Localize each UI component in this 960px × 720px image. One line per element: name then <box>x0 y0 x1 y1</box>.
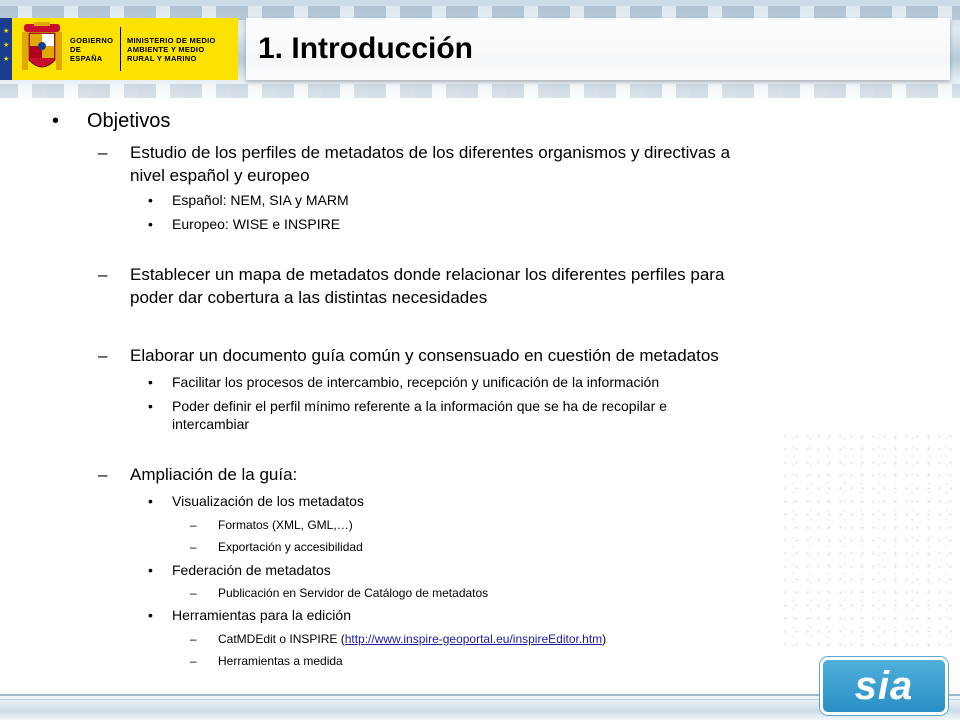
item-4-sub-3-a <box>218 632 606 646</box>
dash-icon: – <box>190 654 197 668</box>
footer-line <box>0 694 960 696</box>
item-3-sub-2-line-2: intercambiar <box>172 416 250 432</box>
item-4-sub-3: Herramientas para la edición <box>172 607 351 623</box>
item-3-sub-1: Facilitar los procesos de intercambio, recepción y unificación de la información <box>172 374 660 390</box>
dash-icon: – <box>98 143 108 162</box>
bullet-icon: • <box>148 192 153 208</box>
item-4-sub-1-b: Exportación y accesibilidad <box>218 540 363 554</box>
bullet-icon: • <box>148 398 153 414</box>
sia-logo: sia <box>820 657 948 715</box>
dash-icon: – <box>190 540 197 554</box>
item-1-sub-1: Español: NEM, SIA y MARM <box>172 192 349 208</box>
item-4-sub-3-a-prefix: CatMDEdit o INSPIRE ( <box>218 632 345 646</box>
item-1-sub-2: Europeo: WISE e INSPIRE <box>172 216 341 232</box>
inspire-editor-link[interactable]: http://www.inspire-geoportal.eu/inspireEditor.htm <box>344 632 603 646</box>
dash-icon: – <box>190 632 197 646</box>
item-4-sub-2-a: Publicación en Servidor de Catálogo de metadatos <box>218 586 489 600</box>
dash-icon: – <box>190 586 197 600</box>
item-3-sub-2-line-1: Poder definir el perfil mínimo referente a la información que se ha de recopilar e <box>172 398 667 414</box>
item-4-sub-2: Federación de metadatos <box>172 562 331 578</box>
item-1-line-1: Estudio de los perfiles de metadatos de los diferentes organismos y directivas a <box>130 143 731 162</box>
bullet-icon: • <box>52 110 60 132</box>
bullet-icon: • <box>148 374 153 390</box>
item-4-sub-1: Visualización de los metadatos <box>172 493 364 509</box>
eu-flag-strip: ★ ★ ★ <box>0 18 12 80</box>
footer-line <box>0 699 960 700</box>
item-4-sub-3-b: Herramientas a medida <box>218 654 343 668</box>
item-4-sub-1-a: Formatos (XML, GML,…) <box>218 518 353 532</box>
bullet-icon: • <box>148 607 153 623</box>
dash-icon: – <box>98 346 108 365</box>
slide-title: 1. Introducción <box>258 32 474 65</box>
dash-icon: – <box>190 518 197 532</box>
item-3-line: Elaborar un documento guía común y consensuado en cuestión de metadatos <box>130 346 719 365</box>
dash-icon: – <box>98 465 108 484</box>
government-label: GOBIERNO DE ESPAÑA <box>70 35 114 63</box>
bullet-objetivos: Objetivos <box>87 110 171 132</box>
item-1-line-2: nivel español y europeo <box>130 166 310 185</box>
item-4-line: Ampliación de la guía: <box>130 465 298 484</box>
bullet-icon: • <box>148 562 153 578</box>
item-2-line-2: poder dar cobertura a las distintas necesidades <box>130 288 488 307</box>
item-4-sub-3-a-suffix: ) <box>602 632 607 646</box>
bullet-icon: • <box>148 493 153 509</box>
item-2-line-1: Establecer un mapa de metadatos donde relacionar los diferentes perfiles para <box>130 265 725 284</box>
bullet-icon: • <box>148 216 153 232</box>
dash-icon: – <box>98 265 108 284</box>
ministry-label: MINISTERIO DE MEDIO AMBIENTE Y MEDIO RURAL Y MARINO <box>127 35 216 63</box>
